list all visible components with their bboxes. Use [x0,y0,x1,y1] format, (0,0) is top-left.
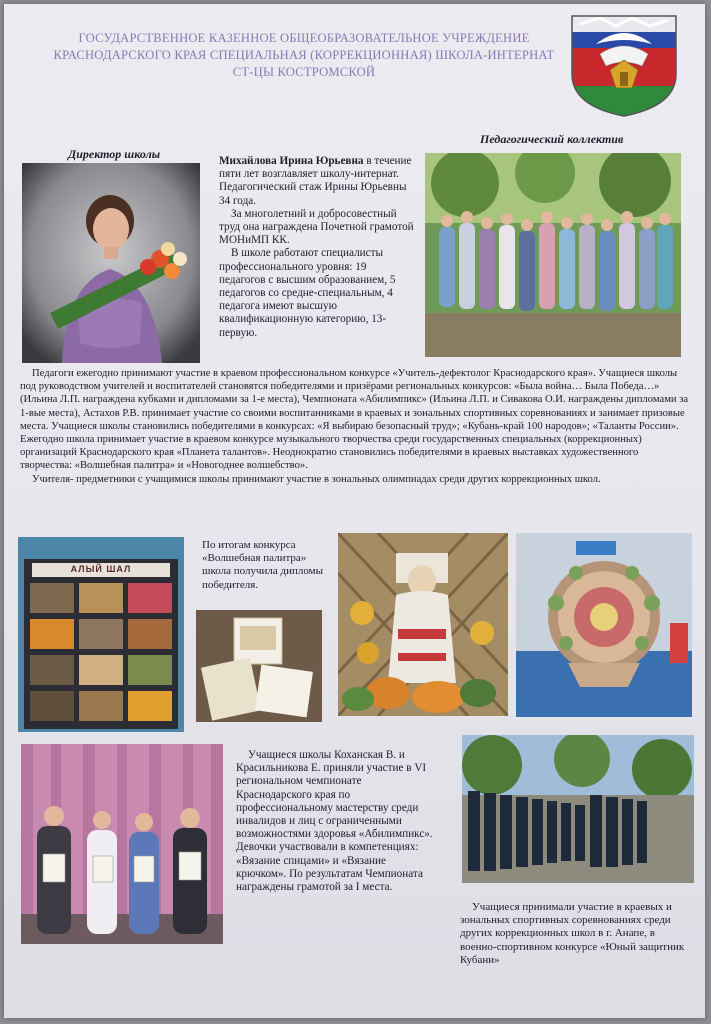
main-text [20,367,692,486]
staff-label: Педагогический коллектив [480,132,624,146]
exhibition-board-photo [18,537,184,732]
board-banner: АЛЫЙ ШАЛ [70,564,132,574]
sports-paragraph: Учащиеся принимали участие в краевых и зональных спортивных соревнованиях среди других коррекционных школ в г. Анапе, в военно-спортивном конкурсе «Юный защитник Кубани» [460,901,685,966]
abilympics-paragraph: Учащиеся школы Коханская В. и Красильникова Е. приняли участие в VI региональном чемпионате Краснодарского края по профессиональному мастерству среди инвалидов и лиц с ограниченными возможностями здоровья «Абилимпикс». Девочки участвовали в компетенциях: «Вязание спицами» и «Вязание крючком». По результатам Чемпионата награждены грамотой за I места. [236,749,433,894]
wheel-sculpture-photo [516,533,692,717]
director-name: Михайлова Ирина Юрьевна [219,155,364,167]
poster-sheet [4,4,705,1018]
diplomas-photo [196,610,322,722]
sports-cadets-photo [462,735,694,883]
olympiad-paragraph: Учителя- предметники с учащимися школы принимают участие в зональных олимпиадах среди других коррекционных школ. [32,473,601,485]
staff-qualification: В школе работают специалисты профессионального уровня: 19 педагогов с высшим образованием, 5 педагогов со средне-специальным, 4 педагога имеют высшую квалификационную категорию, 13-первую. [219,247,396,339]
title-line-3: СТ-ЦЫ КОСТРОМСКОЙ [232,65,376,79]
abilympics-text [236,749,434,894]
doll-craft-photo [338,533,508,716]
main-paragraph: Педагоги ежегодно принимают участие в краевом профессиональном конкурсе «Учитель-дефектолог Краснодарского края». Учащиеся школы под руководством учителей и воспитателей становятся победителями и призёрами региональных конкурсов: «Была война… Была Победа…» (Ильина Л.П. награждена кубками и дипломами за 1-е места), Чемпионата «Абилимпикс» (Ильина Л.П. и Сивакова О.И. награждены дипломами за 1-вые места), Астахов Р.В. принимает участие со своими воспитанниками в краевых и зональных спортивных соревнованиях и занимает призовые места. Учащиеся школы становились победителями в конкурсах: «Я выбираю безопасный труд»; «Кубань-край 100 народов»; «Таланты России». Ежегодно школа принимает участие в краевом конкурсе музыкального творчества среди государственных специальных (коррекционных) организаций Краснодарского края «Планета талантов». Неоднократно становились победителями в краевых выставках художественного творчества: «Волшебная палитра» и «Новогоднее волшебство». [20,368,689,472]
director-bio: в течение пяти лет возглавляет школу-интернат. Педагогический стаж Ирины Юрьевны 34 года. [219,155,412,207]
staff-group-photo [425,153,681,357]
krasnodar-emblem-icon [570,14,678,118]
title-line-2: КРАСНОДАРСКОГО КРАЯ СПЕЦИАЛЬНАЯ (КОРРЕКЦИОННАЯ) ШКОЛА-ИНТЕРНАТ [53,48,555,62]
director-award: За многолетний и добросовестный труд она награждена Почетной грамотой МОНиМП КК. [219,207,414,247]
school-title [44,30,564,81]
director-text [219,155,415,340]
title-line-1: ГОСУДАРСТВЕННОЕ КАЗЕННОЕ ОБЩЕОБРАЗОВАТЕЛЬНОЕ УЧРЕЖДЕНИЕ [78,31,530,45]
director-photo [22,163,200,363]
sports-text [460,901,692,967]
abilympics-photo [21,744,223,944]
palette-caption: По итогам конкурса «Волшебная палитра» школа получила дипломы победителя. [202,539,324,591]
director-label: Директор школы [68,147,161,161]
